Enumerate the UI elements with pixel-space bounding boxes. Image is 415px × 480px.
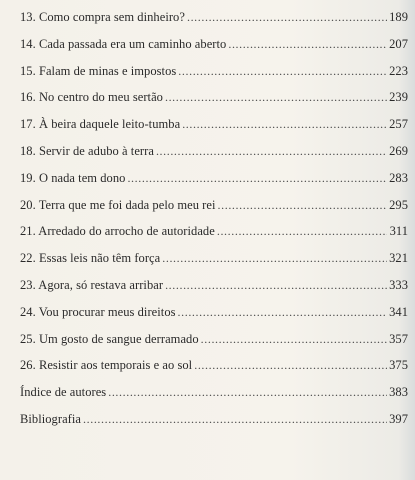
toc-entry bbox=[20, 329, 408, 356]
toc-entry-page: 295 bbox=[389, 197, 408, 212]
toc-entry bbox=[20, 34, 408, 61]
dot-leader bbox=[182, 114, 387, 134]
toc-entry-title: 21. Arredado do arrocho de autoridade bbox=[20, 224, 215, 239]
toc-entry bbox=[20, 7, 408, 34]
toc-entry-title: 24. Vou procurar meus direitos bbox=[20, 304, 176, 319]
toc-entry bbox=[20, 302, 408, 329]
toc-entry bbox=[20, 114, 408, 141]
toc-entry-page: 189 bbox=[389, 10, 408, 24]
toc-entry-page: 257 bbox=[389, 117, 408, 132]
toc-entry-title: 15. Falam de minas e impostos bbox=[20, 63, 177, 78]
toc-entry bbox=[20, 382, 408, 409]
dot-leader bbox=[162, 248, 387, 268]
dot-leader bbox=[83, 409, 387, 429]
dot-leader bbox=[217, 221, 387, 241]
toc-entry bbox=[20, 87, 408, 114]
toc-entry bbox=[20, 168, 408, 195]
toc-entry-title: 18. Servir de adubo à terra bbox=[20, 143, 154, 158]
toc-entry-page: 207 bbox=[389, 36, 408, 51]
toc-entry-title: 22. Essas leis não têm força bbox=[20, 251, 161, 266]
toc-entry-page: 333 bbox=[389, 277, 408, 292]
dot-leader bbox=[228, 34, 387, 54]
toc-entry-title: 19. O nada tem dono bbox=[20, 170, 126, 185]
dot-leader bbox=[194, 355, 387, 375]
toc-entry-page: 321 bbox=[389, 251, 408, 266]
toc-entry bbox=[20, 355, 408, 382]
dot-leader bbox=[165, 87, 387, 107]
dot-leader bbox=[127, 168, 387, 188]
dot-leader bbox=[165, 275, 387, 295]
dot-leader bbox=[178, 61, 387, 81]
toc-entry-page: 375 bbox=[389, 358, 408, 373]
toc-entry-title: Bibliografia bbox=[20, 411, 82, 426]
toc-entry-page: 223 bbox=[389, 63, 408, 78]
toc-entry-title: 23. Agora, só restava arribar bbox=[20, 277, 164, 292]
toc-entry-page: 397 bbox=[389, 411, 408, 426]
table-of-contents bbox=[20, 7, 408, 436]
toc-entry-title: 25. Um gosto de sangue derramado bbox=[20, 331, 199, 346]
toc-entry-page: 341 bbox=[389, 304, 408, 319]
toc-entry bbox=[20, 141, 408, 168]
toc-entry bbox=[20, 409, 408, 436]
toc-entry bbox=[20, 61, 408, 88]
toc-entry bbox=[20, 195, 408, 222]
dot-leader bbox=[218, 195, 387, 215]
toc-entry-page: 269 bbox=[389, 143, 408, 158]
dot-leader bbox=[187, 7, 387, 27]
dot-leader bbox=[156, 141, 387, 161]
toc-entry-title: 13. Como compra sem dinheiro? bbox=[20, 10, 185, 24]
toc-entry bbox=[20, 248, 408, 275]
dot-leader bbox=[201, 329, 387, 349]
toc-entry-page: 357 bbox=[389, 331, 408, 346]
toc-entry-title: 16. No centro do meu sertão bbox=[20, 90, 163, 105]
toc-entry-title: 20. Terra que me foi dada pelo meu rei bbox=[20, 197, 216, 212]
toc-entry-title: Índice de autores bbox=[20, 385, 107, 400]
dot-leader bbox=[178, 302, 387, 322]
toc-entry-title: 26. Resistir aos temporais e ao sol bbox=[20, 358, 193, 373]
toc-entry-title: 17. À beira daquele leito-tumba bbox=[20, 117, 181, 132]
dot-leader bbox=[108, 382, 387, 402]
toc-entry bbox=[20, 221, 408, 248]
toc-entry-page: 239 bbox=[389, 90, 408, 105]
toc-entry-page: 311 bbox=[389, 224, 408, 239]
toc-entry-title: 14. Cada passada era um caminho aberto bbox=[20, 36, 227, 51]
toc-entry-page: 283 bbox=[389, 170, 408, 185]
toc-entry bbox=[20, 275, 408, 302]
toc-entry-page: 383 bbox=[389, 385, 408, 400]
